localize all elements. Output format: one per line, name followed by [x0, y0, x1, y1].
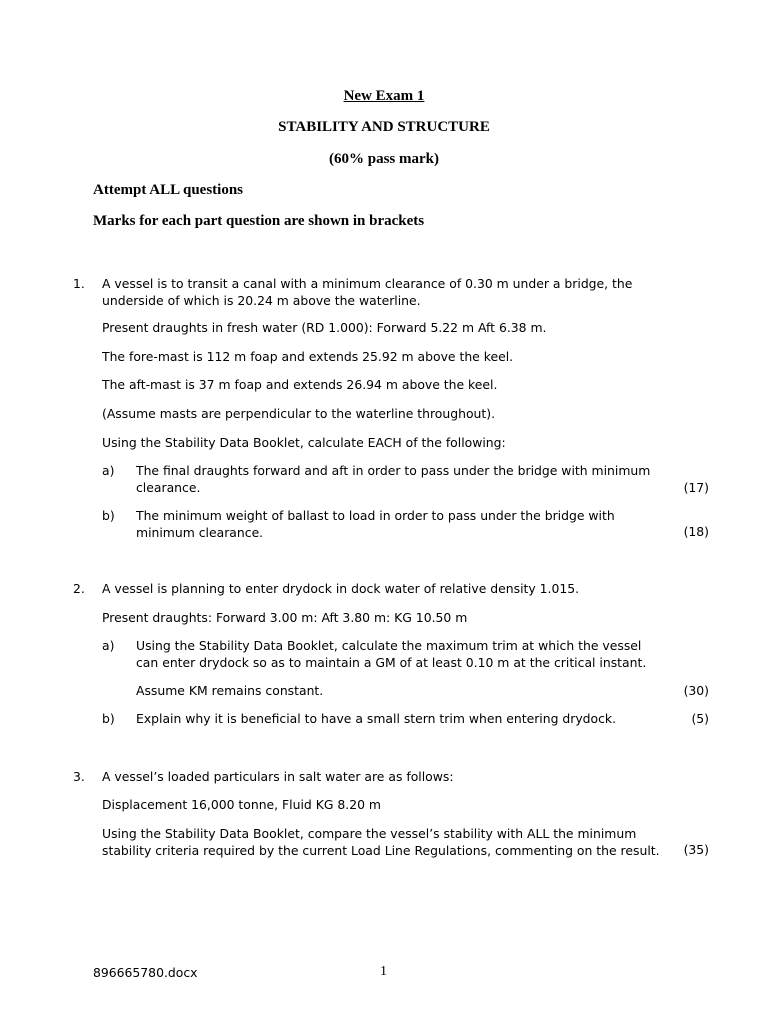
- question-paragraph: (Assume masts are perpendicular to the waterline throughout).: [102, 406, 496, 421]
- part-extra-text: Assume KM remains constant.: [136, 683, 324, 698]
- pass-mark: (60% pass mark): [328, 151, 439, 167]
- question-number: 3.: [73, 769, 85, 784]
- part-letter: a): [102, 638, 115, 653]
- question-paragraph: A vessel is to transit a canal with a minimum clearance of 0.30 m under a bridge, the underside of which is 20.24 m above the waterline.: [102, 276, 633, 308]
- exam-subject: STABILITY AND STRUCTURE: [278, 119, 490, 135]
- question-paragraph: A vessel is planning to enter drydock in dock water of relative density 1.015.: [102, 581, 580, 596]
- instruction-attempt-all: Attempt ALL questions: [93, 182, 244, 198]
- part-marks: (5): [691, 711, 709, 726]
- question-paragraph: The aft-mast is 37 m foap and extends 26.94 m above the keel.: [102, 377, 498, 392]
- footer-filename: 896665780.docx: [93, 965, 198, 980]
- part-text: Explain why it is beneficial to have a small stern trim when entering drydock.: [136, 711, 617, 726]
- question-number: 2.: [73, 581, 85, 596]
- instruction-marks: Marks for each part question are shown in brackets: [93, 213, 425, 229]
- part-letter: b): [102, 508, 115, 523]
- question-paragraph: A vessel’s loaded particulars in salt water are as follows:: [102, 769, 454, 784]
- question-paragraph: Displacement 16,000 tonne, Fluid KG 8.20 m: [102, 797, 381, 812]
- question-marks: (35): [683, 842, 709, 857]
- question-paragraph: Using the Stability Data Booklet, calculate EACH of the following:: [102, 435, 506, 450]
- question-paragraph: The fore-mast is 112 m foap and extends 25.92 m above the keel.: [102, 349, 514, 364]
- part-marks: (18): [683, 524, 709, 539]
- question-paragraph: Present draughts in fresh water (RD 1.000): Forward 5.22 m Aft 6.38 m.: [102, 320, 547, 335]
- part-marks: (30): [683, 683, 709, 698]
- footer-page-number: 1: [380, 964, 387, 979]
- part-text: The minimum weight of ballast to load in order to pass under the bridge with minimum clearance.: [136, 508, 615, 540]
- part-text: The final draughts forward and aft in order to pass under the bridge with minimum clearance.: [136, 463, 651, 495]
- exam-title: New Exam 1: [343, 88, 425, 104]
- part-text: Using the Stability Data Booklet, calculate the maximum trim at which the vessel can enter drydock so as to maintain a GM of at least 0.10 m at the critical instant.: [136, 638, 647, 670]
- question-paragraph: Present draughts: Forward 3.00 m: Aft 3.80 m: KG 10.50 m: [102, 610, 468, 625]
- question-paragraph: Using the Stability Data Booklet, compare the vessel’s stability with ALL the minimum stability criteria required by the current Load Line Regulations, commenting on the result.: [102, 826, 660, 858]
- part-marks: (17): [683, 480, 709, 495]
- question-number: 1.: [73, 276, 85, 291]
- part-letter: b): [102, 711, 115, 726]
- part-letter: a): [102, 463, 115, 478]
